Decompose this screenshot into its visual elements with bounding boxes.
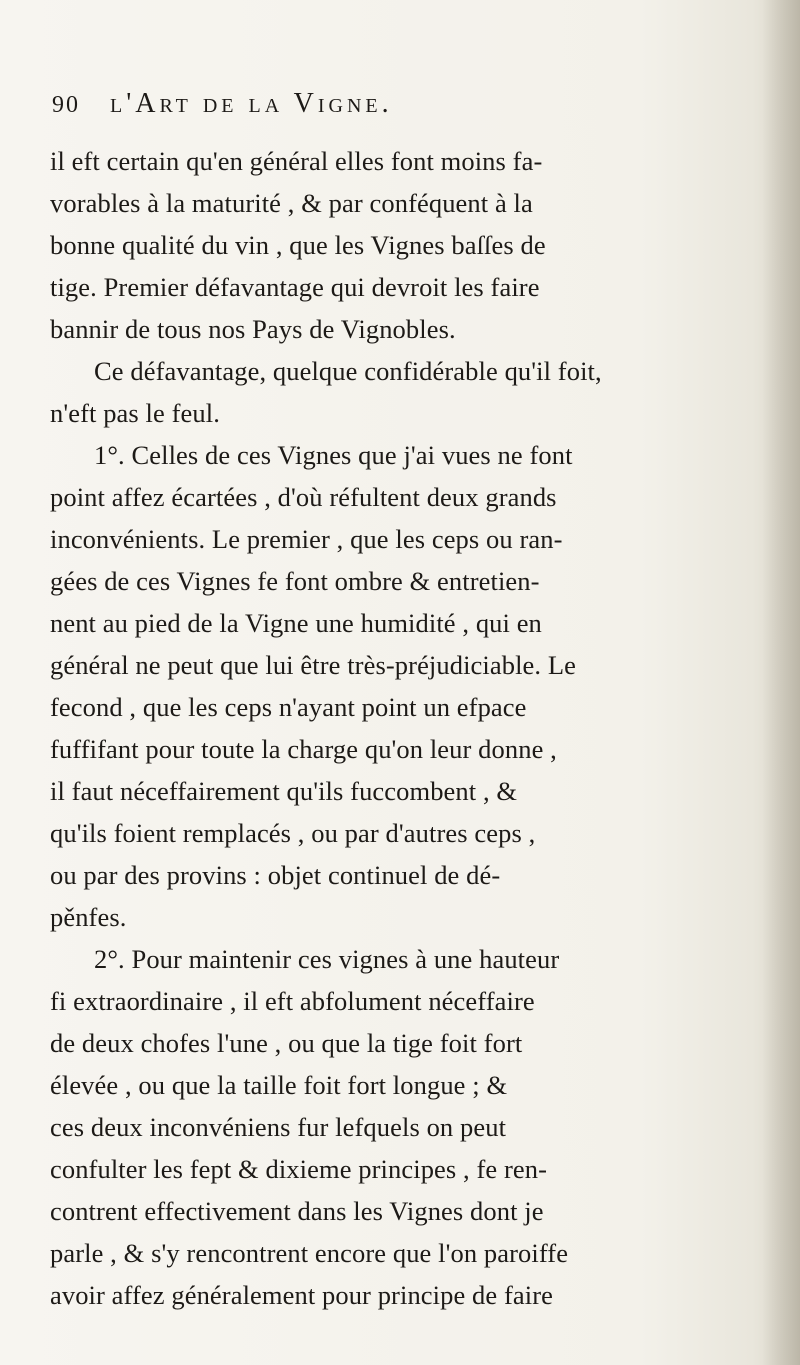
running-head: l'Art de la Vigne. bbox=[110, 88, 393, 119]
text-line: qu'ils foient remplacés , ou par d'autres ceps , bbox=[50, 818, 536, 848]
text-line: fuffifant pour toute la charge qu'on leur donne , bbox=[50, 734, 557, 764]
text-line: parle , & s'y rencontrent encore que l'on paroiffe bbox=[50, 1238, 569, 1268]
page-header bbox=[52, 88, 732, 128]
text-line: pěnfes. bbox=[50, 902, 127, 932]
text-line: avoir affez généralement pour principe de faire bbox=[50, 1280, 554, 1310]
text-line: fecond , que les ceps n'ayant point un efpace bbox=[50, 692, 527, 722]
text-line: point affez écartées , d'où réfultent deux grands bbox=[50, 482, 557, 512]
text-line: nent au pied de la Vigne une humidité , qui en bbox=[50, 608, 542, 638]
text-line: confulter les fept & dixieme principes , fe ren- bbox=[50, 1154, 548, 1184]
text-line: tige. Premier défavantage qui devroit les faire bbox=[50, 272, 540, 302]
text-line: général ne peut que lui être très-préjudiciable. Le bbox=[50, 650, 577, 680]
text-line: de deux chofes l'une , ou que la tige foit fort bbox=[50, 1028, 523, 1058]
text-line: élevée , ou que la taille foit fort longue ; & bbox=[50, 1070, 508, 1100]
text-line: il faut néceffairement qu'ils fuccombent , & bbox=[50, 776, 518, 806]
text-line: bonne qualité du vin , que les Vignes baſſes de bbox=[50, 230, 546, 260]
page-number: 90 bbox=[52, 92, 80, 118]
text-line: n'eft pas le feul. bbox=[50, 398, 220, 428]
text-line: inconvénients. Le premier , que les ceps ou ran- bbox=[50, 524, 563, 554]
text-line: il eft certain qu'en général elles font moins fa- bbox=[50, 146, 543, 176]
text-line: gées de ces Vignes fe font ombre & entretien- bbox=[50, 566, 540, 596]
body-text bbox=[50, 140, 770, 1316]
text-line: ces deux inconvéniens fur lefquels on peut bbox=[50, 1112, 507, 1142]
text-line: Ce défavantage, quelque confidérable qu'il foit, bbox=[94, 356, 602, 386]
text-line: 2°. Pour maintenir ces vignes à une hauteur bbox=[94, 944, 560, 974]
text-line: ou par des provins : objet continuel de dé- bbox=[50, 860, 501, 890]
text-line: contrent effectivement dans les Vignes dont je bbox=[50, 1196, 544, 1226]
text-line: vorables à la maturité , & par conféquent à la bbox=[50, 188, 533, 218]
text-line: fi extraordinaire , il eft abfolument néceffaire bbox=[50, 986, 535, 1016]
text-line: 1°. Celles de ces Vignes que j'ai vues ne font bbox=[94, 440, 573, 470]
text-line: bannir de tous nos Pays de Vignobles. bbox=[50, 314, 456, 344]
